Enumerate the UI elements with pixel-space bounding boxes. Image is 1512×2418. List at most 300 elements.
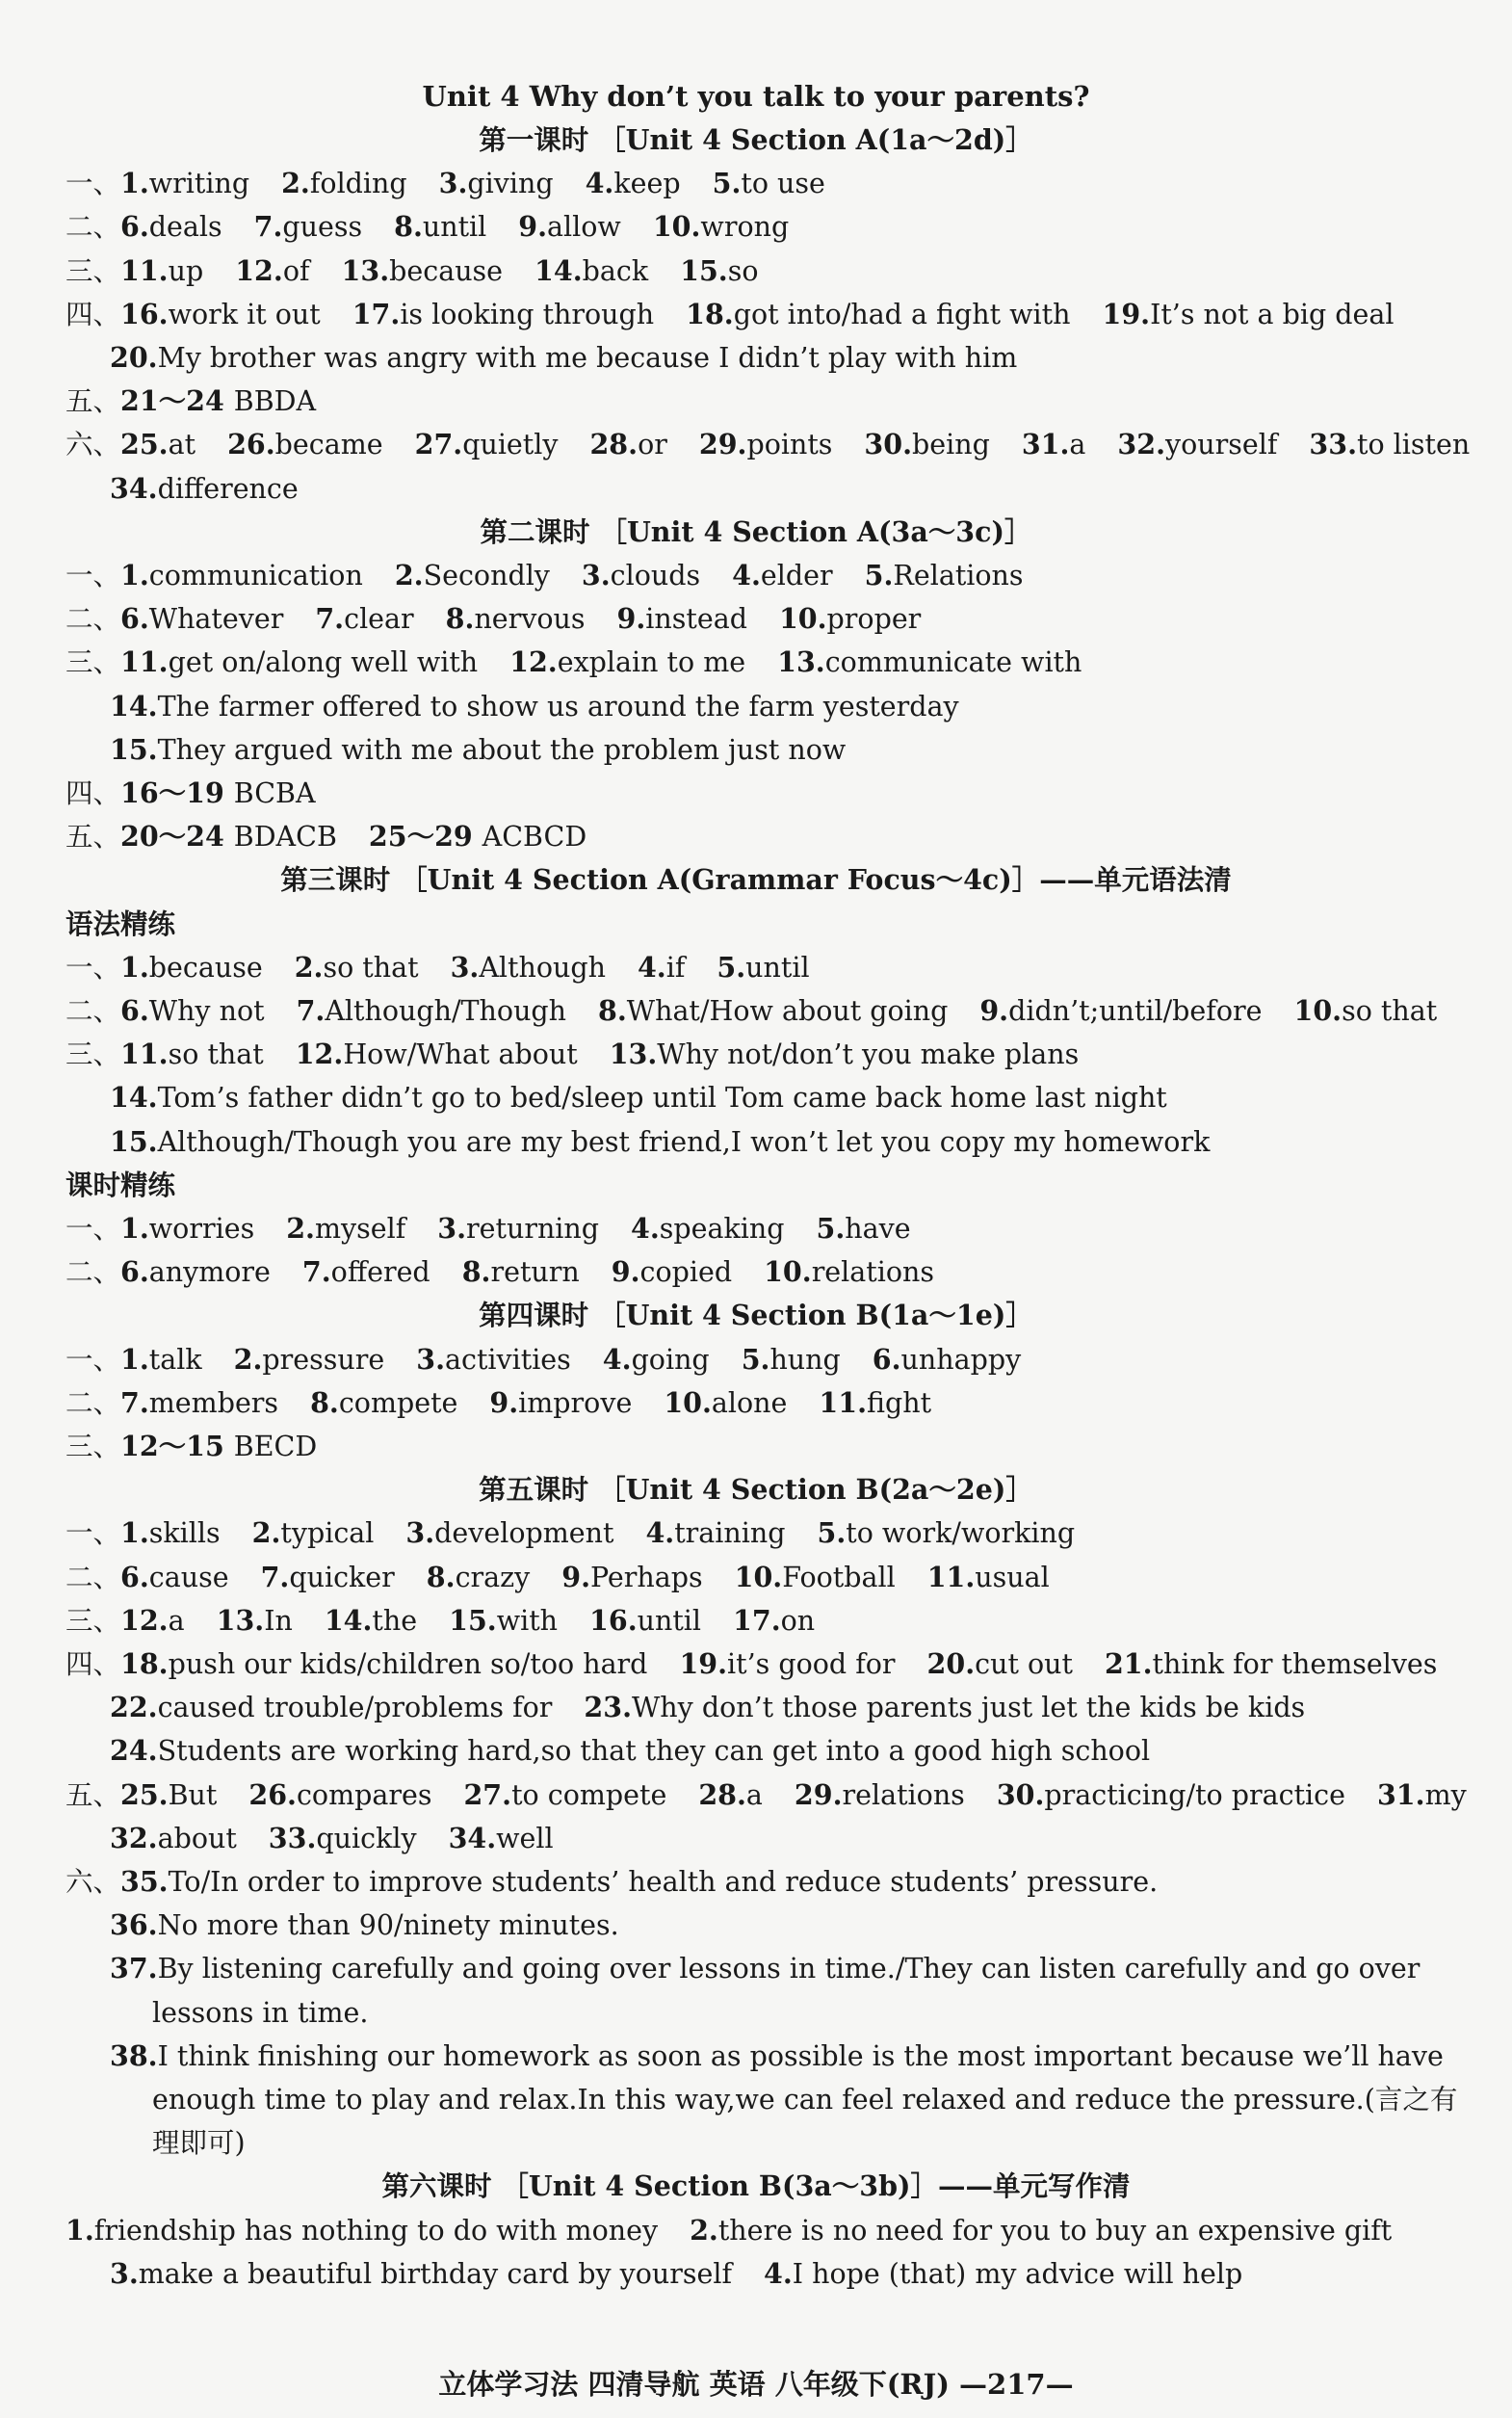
answer-item: [248, 1779, 431, 1811]
answer-text: copied: [639, 1256, 733, 1289]
answer-line: [65, 1207, 1473, 1250]
subsection-heading: 语法精练: [65, 907, 176, 940]
question-number: 15.: [449, 1603, 497, 1637]
question-number: 17.: [352, 297, 401, 330]
answer-text: about: [157, 1822, 237, 1854]
question-number: 21～24: [120, 384, 234, 418]
answer-text: is looking through: [400, 298, 655, 330]
answer-text: worries: [148, 1213, 255, 1245]
answer-text: The farmer offered to show us around the farm yesterday: [157, 690, 959, 723]
question-number: 4.: [637, 950, 666, 984]
question-group-label: 二、: [65, 603, 121, 636]
answer-line: [110, 685, 1473, 728]
question-number: 5.: [816, 1212, 846, 1245]
answer-text: giving: [467, 168, 554, 200]
answer-item: [927, 1562, 1050, 1593]
question-group-label: 一、: [65, 560, 121, 591]
answer-item: [110, 691, 959, 723]
answer-item: [997, 1779, 1345, 1811]
answer-item: [120, 385, 316, 417]
question-number: 9.: [518, 210, 548, 244]
question-number: 27.: [414, 428, 463, 461]
answer-item: [120, 1431, 317, 1462]
answer-item: [227, 429, 383, 460]
answer-item: [690, 2215, 1392, 2247]
answer-text: it’s good for: [727, 1648, 896, 1680]
question-group-label: 五、: [65, 1778, 121, 1811]
question-group-label: 四、: [65, 298, 121, 330]
answer-text: elder: [760, 560, 833, 591]
answer-item: [631, 1213, 784, 1245]
answer-text: have: [845, 1213, 911, 1245]
question-number: 12.: [120, 1603, 169, 1637]
answer-item: [779, 603, 921, 635]
question-number: 9.: [611, 1255, 640, 1289]
answer-item: [509, 646, 745, 678]
answer-line: [65, 554, 1473, 597]
question-number: 1.: [120, 950, 149, 984]
answer-item: [561, 1562, 702, 1593]
question-group-label: 一、: [65, 1213, 121, 1245]
question-number: 19.: [679, 1647, 728, 1680]
answer-text: practicing/to practice: [1044, 1778, 1345, 1811]
question-number: 1.: [120, 1516, 149, 1550]
answer-item: [120, 168, 249, 199]
answer-item: [325, 1605, 417, 1637]
answer-text: return: [490, 1256, 580, 1289]
answer-item: [120, 211, 222, 243]
answer-text: pressure: [262, 1343, 385, 1376]
question-number: 9.: [489, 1385, 519, 1419]
question-number: 1.: [120, 1342, 149, 1376]
answer-text: quicker: [289, 1561, 395, 1593]
answer-item: [927, 1648, 1073, 1680]
question-number: 30.: [864, 428, 912, 461]
question-number: 24.: [110, 1734, 158, 1768]
answer-text: typical: [280, 1517, 375, 1550]
question-number: 2.: [690, 2213, 718, 2247]
answer-text: clear: [344, 603, 414, 636]
answer-item: [1377, 1779, 1467, 1811]
answer-text: Students are working hard,so that they can get into a good high school: [157, 1735, 1151, 1768]
question-number: 10.: [764, 1255, 812, 1289]
question-number: 16.: [120, 297, 169, 330]
answer-text: relations: [811, 1256, 934, 1289]
answer-item: [297, 995, 566, 1027]
answer-text: my: [1424, 1778, 1467, 1811]
answer-item: [217, 1605, 293, 1637]
question-number: 14.: [534, 253, 583, 287]
question-number: 28.: [698, 1777, 746, 1811]
answer-text: well: [496, 1822, 554, 1854]
answer-text: members: [148, 1386, 279, 1419]
question-group-label: 五、: [65, 821, 121, 854]
answer-line: [110, 728, 1473, 772]
answer-text: to compete: [511, 1778, 667, 1811]
answer-item: [865, 560, 1024, 591]
answer-line: [110, 1076, 1473, 1119]
question-number: 11.: [120, 645, 169, 679]
question-group-label: 二、: [65, 1256, 121, 1289]
answer-item: [603, 1344, 710, 1376]
answer-text: points: [746, 429, 833, 461]
question-group-label: 一、: [65, 1343, 121, 1376]
answer-text: To/In order to improve students’ health and reduce students’ pressure.: [168, 1866, 1159, 1898]
answer-item: [315, 603, 413, 635]
answer-item: [120, 1256, 271, 1288]
answer-line: [65, 380, 1473, 423]
answer-text: BCBA: [233, 777, 316, 809]
answer-text: at: [168, 429, 196, 461]
answer-text: crazy: [455, 1561, 531, 1593]
answer-item: [534, 255, 648, 287]
answer-item: [120, 560, 363, 591]
answer-text: usual: [975, 1561, 1050, 1593]
lesson-heading: 第一课时 ［Unit 4 Section A(1a～2d)］: [479, 123, 1033, 156]
answer-line: [65, 293, 1473, 336]
answer-item: [110, 734, 846, 766]
question-number: 6.: [872, 1342, 901, 1376]
answer-text: myself: [314, 1213, 406, 1245]
answer-item: [817, 1213, 911, 1245]
question-number: 14.: [324, 1603, 373, 1637]
answer-text: got into/had a fight with: [733, 298, 1071, 330]
answer-line: [65, 250, 1473, 293]
answer-text: proper: [826, 603, 922, 636]
question-number: 20.: [110, 341, 158, 374]
question-number: 6.: [120, 994, 149, 1027]
question-number: 5.: [864, 559, 894, 591]
answer-line: [110, 1120, 1473, 1164]
answer-item: [584, 1692, 1305, 1723]
question-number: 7.: [301, 1255, 331, 1289]
answer-text: there is no need for you to buy an expensive gift: [717, 2214, 1393, 2247]
question-number: 25.: [120, 1777, 169, 1811]
answer-text: improve: [518, 1386, 633, 1419]
answer-text: Secondly: [423, 560, 550, 591]
question-number: 22.: [110, 1691, 158, 1724]
answer-item: [449, 1605, 558, 1637]
question-number: 3.: [110, 2256, 139, 2290]
question-number: 2.: [233, 1342, 263, 1376]
answer-text: activities: [445, 1343, 571, 1376]
answer-item: [254, 211, 362, 243]
question-number: 18.: [686, 297, 734, 330]
answer-item: [732, 560, 832, 591]
answer-text: with: [496, 1604, 559, 1637]
answer-item: [110, 1909, 619, 1941]
question-number: 3.: [437, 1212, 467, 1245]
question-number: 29.: [794, 1777, 843, 1811]
answer-item: [589, 1605, 701, 1637]
answer-item: [295, 952, 419, 984]
answer-text: instead: [645, 603, 747, 636]
answer-text: Although: [479, 951, 606, 984]
answer-text: By listening carefully and going over lessons in time./They can listen carefully and go over: [157, 1953, 1421, 1985]
answer-text: My brother was angry with me because I didn’t play with him: [157, 342, 1018, 374]
answer-text: speaking: [659, 1213, 785, 1245]
answer-item: [235, 255, 309, 287]
answer-line: [65, 1511, 1473, 1555]
answer-item: [427, 1562, 530, 1593]
page-footer: 立体学习法 四清导航 英语 八年级下(RJ) —217—: [438, 2368, 1074, 2401]
question-number: 8.: [310, 1385, 339, 1419]
answer-item: [110, 1953, 1420, 1984]
question-number: 2.: [394, 559, 424, 591]
answer-text: compete: [338, 1386, 458, 1419]
answer-text: became: [274, 429, 383, 461]
question-number: 17.: [733, 1603, 781, 1637]
answer-text: so that: [168, 1038, 264, 1071]
question-number: 16～19: [120, 776, 234, 809]
answer-text: explain to me: [557, 646, 746, 679]
answer-line: [110, 1729, 1473, 1773]
answer-item: [286, 1213, 405, 1245]
question-group-label: 三、: [65, 1038, 121, 1071]
question-number: 26.: [227, 428, 275, 461]
answer-text: 理即可): [152, 2127, 246, 2160]
answer-text: cause: [148, 1561, 229, 1593]
answer-line: [152, 1991, 1473, 2035]
question-number: 6.: [120, 1560, 149, 1593]
answer-line: [65, 2209, 1473, 2252]
answer-text: training: [674, 1517, 786, 1550]
answer-text: back: [582, 254, 649, 287]
question-number: 8.: [394, 210, 423, 244]
question-number: 7.: [315, 602, 345, 636]
question-group-label: 二、: [65, 1561, 121, 1593]
answer-text: deals: [148, 211, 222, 244]
answer-item: [1022, 429, 1086, 460]
question-number: 12.: [295, 1038, 344, 1071]
answer-text: Although/Though: [325, 995, 567, 1027]
question-number: 16.: [589, 1603, 638, 1637]
answer-line: [65, 205, 1473, 249]
question-group-label: 四、: [65, 1648, 121, 1680]
answer-item: [342, 255, 504, 287]
question-number: 12.: [235, 253, 283, 287]
question-number: 3.: [405, 1516, 435, 1550]
answer-item: [489, 1387, 632, 1419]
answer-line: [65, 423, 1473, 466]
lesson-heading: 第四课时 ［Unit 4 Section B(1a～1e)］: [479, 1299, 1033, 1332]
answer-text: being: [912, 429, 990, 461]
answer-text: think for themselves: [1152, 1648, 1438, 1680]
answer-text: How/What about: [343, 1038, 578, 1071]
answer-item: [638, 952, 685, 984]
answer-text: wrong: [700, 211, 790, 244]
question-number: 37.: [110, 1952, 158, 1985]
question-number: 8.: [461, 1255, 491, 1289]
question-number: 3.: [581, 559, 611, 591]
answer-item: [110, 342, 1017, 374]
answer-item: [764, 2258, 1242, 2290]
answer-item: [110, 1823, 237, 1854]
question-group-label: 三、: [65, 1431, 121, 1462]
question-number: 33.: [268, 1821, 317, 1854]
question-number: 6.: [120, 1255, 149, 1289]
question-group-label: 五、: [65, 385, 121, 418]
answer-line: [152, 2121, 1473, 2165]
question-number: 34.: [448, 1821, 497, 1854]
answer-item: [152, 2084, 1457, 2116]
question-number: 1.: [120, 167, 149, 200]
page-title: Unit 4 Why don’t you talk to your parents?: [422, 80, 1090, 113]
answer-line: [110, 336, 1473, 380]
question-number: 7.: [296, 994, 326, 1027]
answer-item: [463, 1779, 666, 1811]
answer-line: [65, 772, 1473, 815]
answer-item: [1309, 429, 1470, 460]
answer-item: [449, 1823, 554, 1854]
answer-text: folding: [309, 168, 407, 200]
question-number: 7.: [253, 210, 283, 244]
answer-line: [110, 1817, 1473, 1860]
answer-item: [680, 255, 758, 287]
question-group-label: 三、: [65, 1604, 121, 1637]
question-number: 9.: [616, 602, 646, 636]
question-number: 7.: [260, 1560, 290, 1593]
answer-text: Perhaps: [590, 1561, 703, 1593]
question-number: 21.: [1104, 1647, 1153, 1680]
question-number: 4.: [585, 167, 614, 200]
answer-text: a: [1069, 429, 1086, 461]
answer-item: [110, 1082, 1167, 1114]
answer-line: [65, 1556, 1473, 1599]
question-number: 27.: [463, 1777, 512, 1811]
question-number: 23.: [584, 1691, 633, 1724]
answer-item: [120, 995, 265, 1027]
answer-line: [65, 815, 1473, 858]
question-group-label: 四、: [65, 777, 121, 809]
answer-text: until: [745, 951, 810, 984]
answer-text: No more than 90/ninety minutes.: [157, 1909, 619, 1942]
answer-item: [819, 1387, 931, 1419]
answer-item: [152, 2127, 246, 2159]
answer-text: until: [422, 211, 487, 244]
answer-text: anymore: [148, 1256, 271, 1289]
question-number: 12～15: [120, 1430, 234, 1462]
answer-text: hung: [769, 1343, 841, 1376]
answer-item: [120, 1344, 202, 1376]
question-number: 4.: [602, 1342, 632, 1376]
answer-text: relations: [842, 1778, 965, 1811]
question-group-label: 一、: [65, 951, 121, 984]
answer-line: [65, 1250, 1473, 1294]
question-number: 2.: [281, 167, 310, 200]
answer-item: [120, 1038, 264, 1070]
answer-text: BDACB: [233, 821, 337, 854]
answer-item: [1105, 1648, 1438, 1680]
answer-item: [120, 821, 337, 853]
answer-text: BBDA: [233, 385, 317, 418]
answer-text: or: [638, 429, 667, 461]
answer-item: [120, 777, 316, 809]
answer-item: [717, 952, 809, 984]
answer-line: [65, 1425, 1473, 1468]
question-number: 33.: [1309, 428, 1358, 461]
answer-item: [110, 2258, 732, 2290]
answer-text: keep: [613, 168, 681, 200]
answer-text: friendship has nothing to do with money: [93, 2214, 659, 2247]
question-number: 32.: [110, 1821, 158, 1854]
answer-item: [120, 255, 203, 287]
answer-line: [65, 597, 1473, 641]
question-number: 20～24: [120, 820, 234, 854]
question-number: 14.: [110, 1081, 158, 1115]
answer-item: [446, 603, 586, 635]
answer-item: [110, 1692, 552, 1723]
question-number: 1.: [120, 1212, 149, 1245]
question-group-label: 三、: [65, 646, 121, 679]
answer-item: [120, 646, 478, 678]
question-number: 31.: [1376, 1777, 1425, 1811]
question-number: 30.: [996, 1777, 1045, 1811]
question-number: 18.: [120, 1647, 169, 1680]
question-number: 3.: [438, 167, 468, 200]
answer-text: get on/along well with: [168, 646, 479, 679]
answer-text: going: [631, 1343, 710, 1376]
question-number: 8.: [426, 1560, 456, 1593]
answer-item: [1102, 299, 1394, 330]
answer-text: clouds: [610, 560, 701, 591]
question-number: 10.: [1293, 994, 1343, 1027]
answer-item: [589, 429, 666, 460]
answer-text: allow: [547, 211, 621, 244]
answer-text: Relations: [893, 560, 1024, 591]
answer-text: fight: [867, 1386, 932, 1419]
answer-item: [462, 1256, 580, 1288]
answer-line: [65, 1338, 1473, 1381]
answer-text: But: [168, 1778, 218, 1811]
answer-item: [713, 168, 825, 199]
answer-text: guess: [282, 211, 363, 244]
question-number: 38.: [110, 2038, 158, 2072]
question-number: 6.: [120, 602, 149, 636]
lesson-heading: 第五课时 ［Unit 4 Section B(2a～2e)］: [479, 1473, 1033, 1507]
answer-text: nervous: [474, 603, 586, 636]
answer-line: [65, 989, 1473, 1033]
answer-text: Football: [782, 1561, 896, 1593]
question-number: 9.: [561, 1560, 591, 1593]
answer-text: I hope (that) my advice will help: [792, 2257, 1243, 2290]
answer-item: [394, 211, 486, 243]
answer-text: difference: [157, 472, 299, 505]
answer-text: a: [168, 1604, 185, 1637]
answer-item: [120, 603, 283, 635]
answer-item: [415, 429, 559, 460]
answer-item: [764, 1256, 934, 1288]
answer-item: [582, 560, 700, 591]
lesson-heading: 第六课时 ［Unit 4 Section B(3a～3b)］——单元写作清: [381, 2169, 1131, 2203]
answer-line: [65, 1774, 1473, 1817]
question-number: 4.: [631, 1212, 660, 1245]
answer-item: [252, 1517, 375, 1549]
answer-text: Whatever: [148, 603, 284, 636]
answer-item: [664, 1387, 787, 1419]
answer-item: [395, 560, 550, 591]
answer-text: returning: [466, 1213, 600, 1245]
answer-text: cut out: [975, 1648, 1073, 1680]
answer-item: [261, 1562, 395, 1593]
question-number: 7.: [120, 1385, 149, 1419]
answer-item: [598, 995, 948, 1027]
question-group-label: 一、: [65, 1517, 121, 1550]
answer-line: [65, 1860, 1473, 1904]
question-number: 25～29: [368, 820, 482, 854]
answer-item: [65, 2215, 658, 2247]
answer-item: [110, 1126, 1210, 1158]
